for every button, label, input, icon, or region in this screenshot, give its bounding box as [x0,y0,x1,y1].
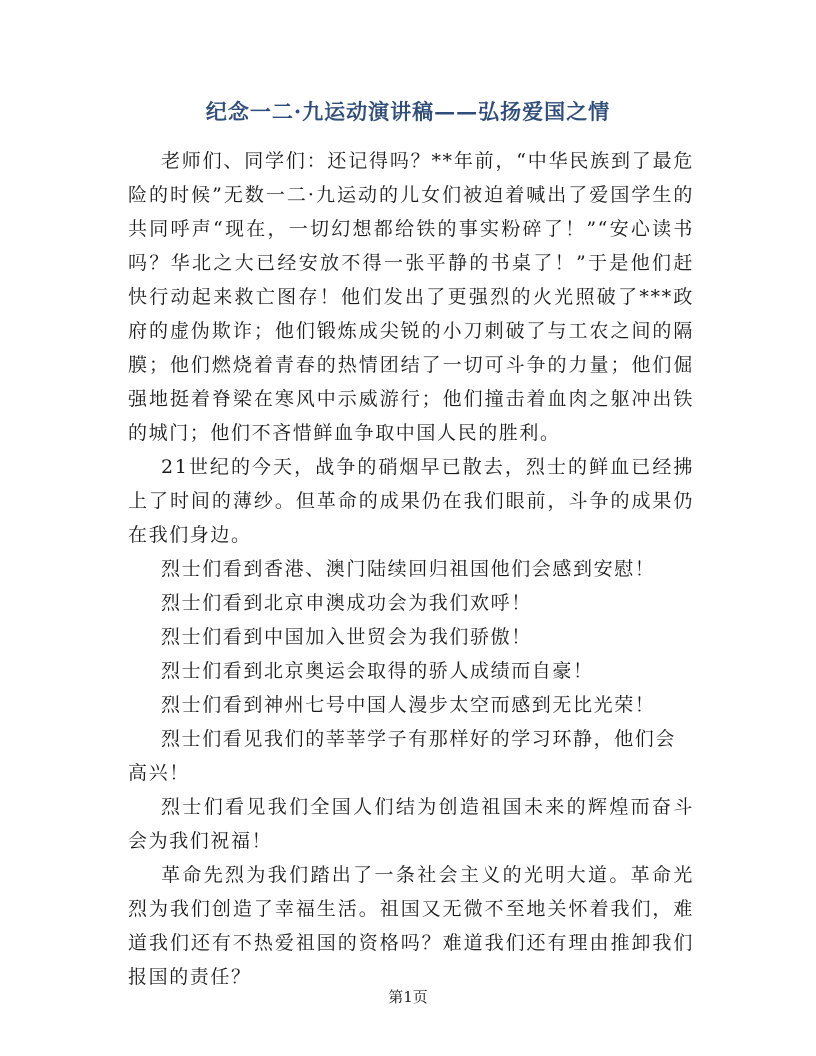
document-title: 纪念一二·九运动演讲稿——弘扬爱国之情 [205,99,611,124]
paragraph-martyrs-students: 烈士们看见我们的莘莘学子有那样好的学习环静，他们会高兴！ [128,728,677,784]
paragraph-martyrs-blessing: 烈士们看见我们全国人们结为创造祖国未来的辉煌而奋斗会为我们祝福！ [128,796,694,852]
paragraph-intro: 老师们、同学们：还记得吗？**年前，“中华民族到了最危险的时候”无数一二·九运动的儿女们被迫着喊出了爱国学生的共同呼声“现在，一切幻想都给铁的事实粉碎了！”“安心读书吗？华北之大已经安放不得一张平静的书桌了！”于是他们赶快行动起来救亡图存！他们发出了更强烈的火光照破了***政府的虚伪欺诈；他们锻炼成尖锐的小刀刺破了与工农之间的隔膜；他们燃烧着青春的热情团结了一切可斗争的力量；他们倔强地挺着脊梁在寒风中示威游行；他们撞击着血肉之躯冲出铁的城门；他们不吝惜鲜血争取中国人民的胜利。 [128,150,694,444]
document-body [128,144,694,994]
paragraph-martyrs-wto: 烈士们看到中国加入世贸会为我们骄傲！ [161,626,532,648]
paragraph-martyrs-olympics: 烈士们看到北京奥运会取得的骄人成绩而自豪！ [161,660,594,682]
paragraph-martyrs-shenzhou: 烈士们看到神州七号中国人漫步太空而感到无比光荣！ [161,694,656,716]
page-number: 第1页 [388,988,428,1006]
paragraph-martyrs-hk-macau: 烈士们看到香港、澳门陆续回归祖国他们会感到安慰！ [161,558,656,580]
paragraph-conclusion: 革命先烈为我们踏出了一条社会主义的光明大道。革命光烈为我们创造了幸福生活。祖国又无微不至地关怀着我们，难道我们还有不热爱祖国的资格吗？难道我们还有理由推卸我们报国的责任？ [128,864,694,988]
paragraph-martyrs-olympic-bid: 烈士们看到北京申澳成功会为我们欢呼！ [161,592,532,614]
paragraph-today: 21世纪的今天，战争的硝烟早已散去，烈士的鲜血已经拂上了时间的薄纱。但革命的成果仍在我们眼前，斗争的成果仍在我们身边。 [128,456,694,546]
